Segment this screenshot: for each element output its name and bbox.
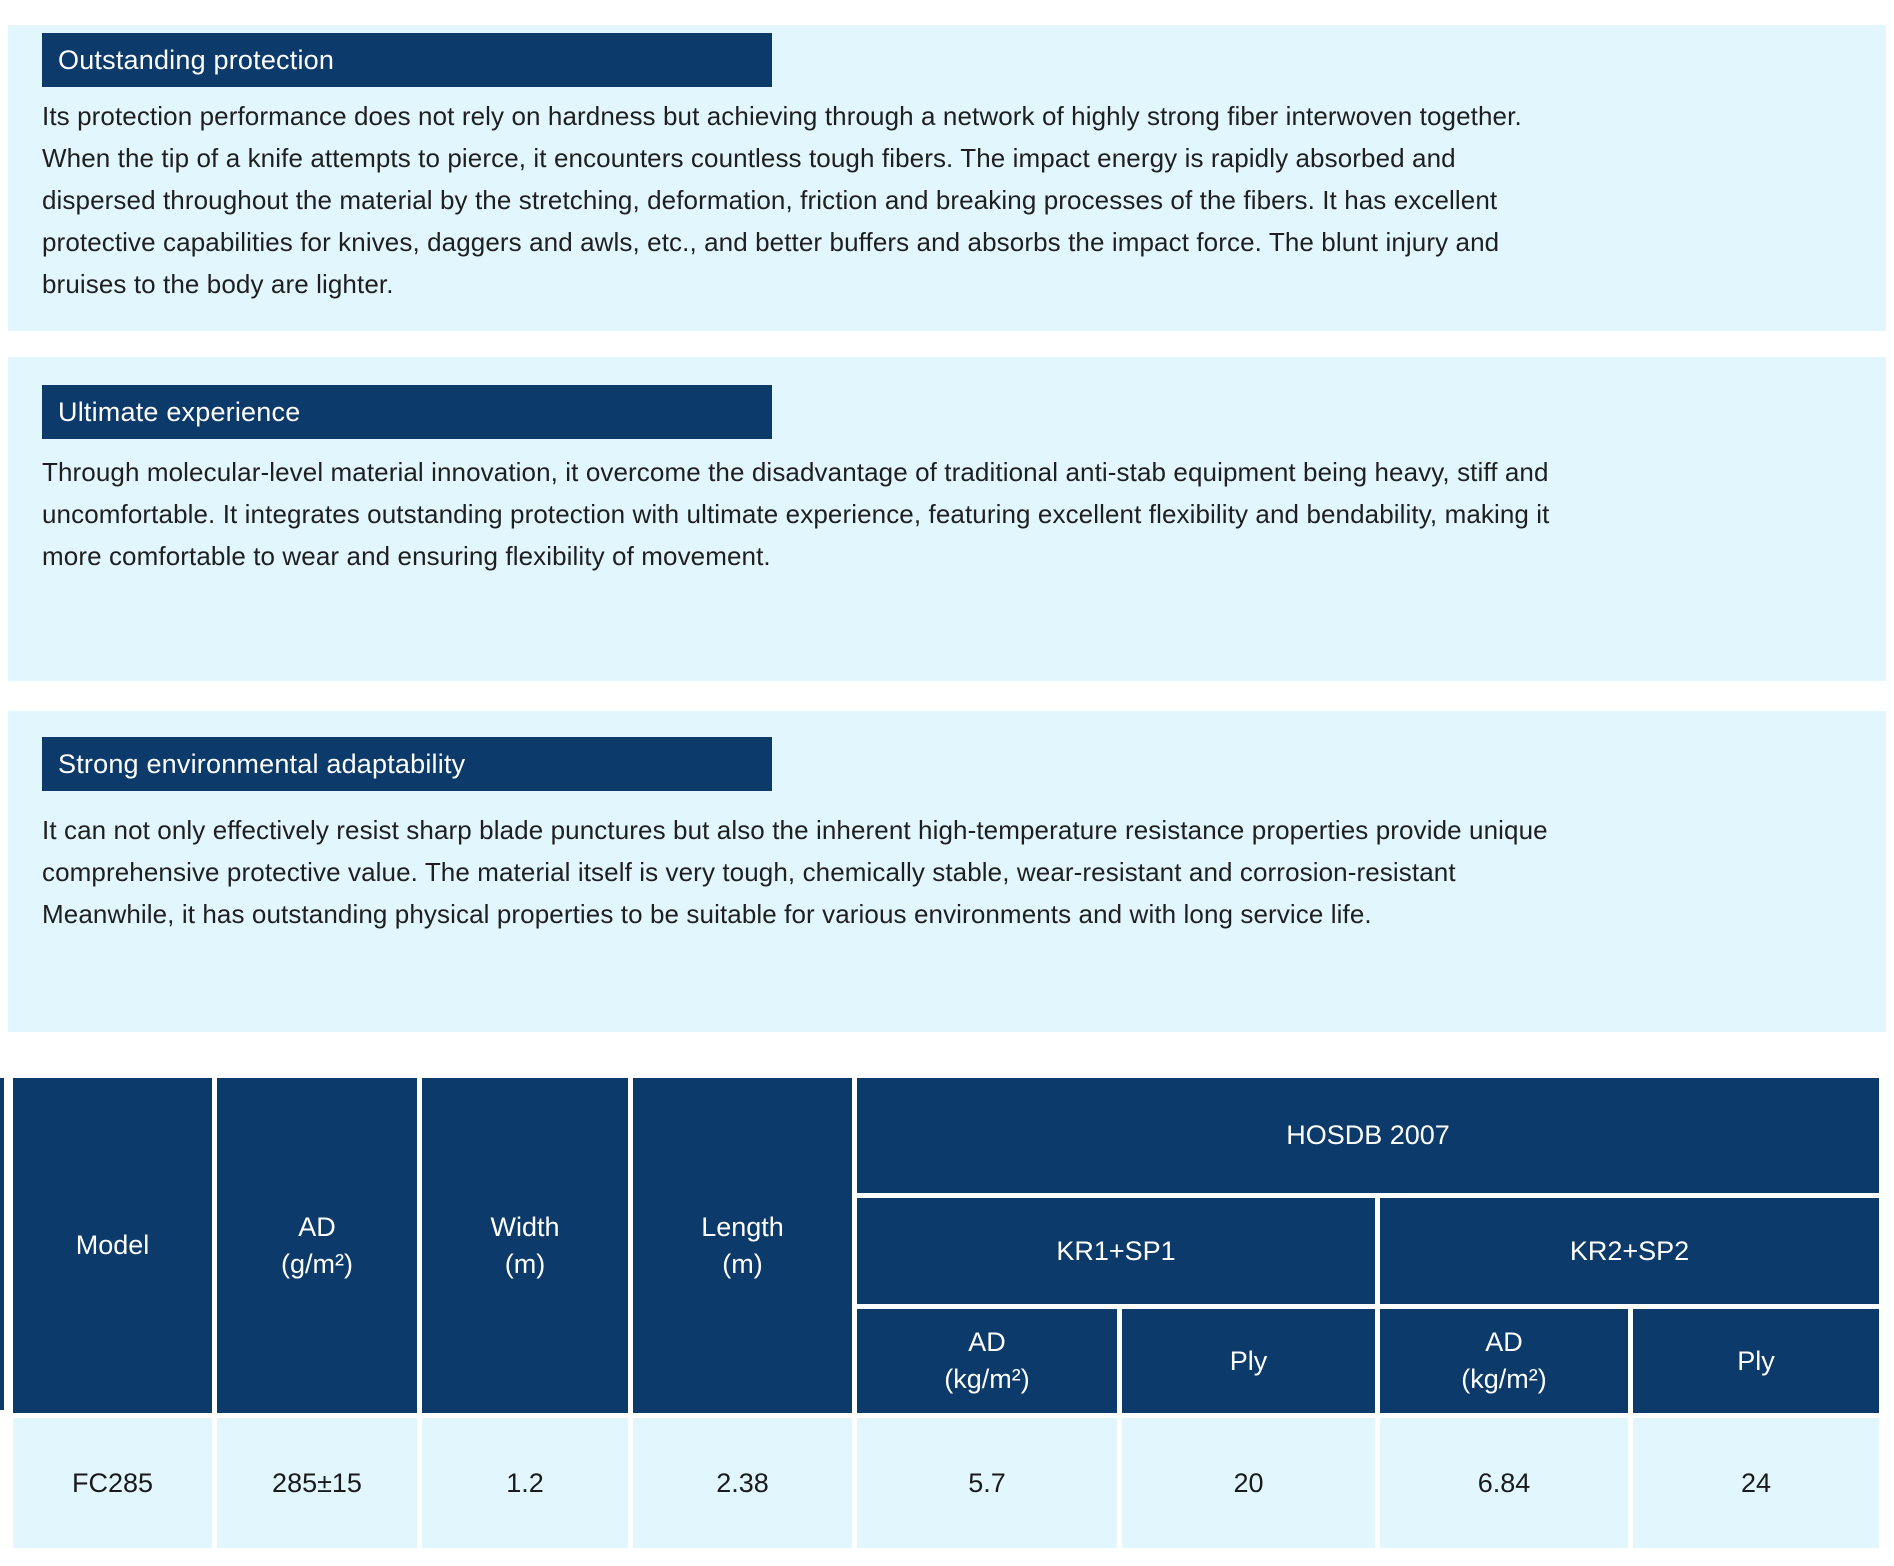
header-label: AD bbox=[1485, 1327, 1523, 1357]
cell-kr1-ad-value: 5.7 bbox=[857, 1418, 1117, 1548]
header-label: KR1+SP1 bbox=[1056, 1235, 1176, 1266]
header-ad-g bbox=[217, 1078, 417, 1413]
cell-kr2-ad-value: 6.84 bbox=[1380, 1418, 1628, 1548]
header-kr2-ply bbox=[1633, 1309, 1879, 1413]
header-label: AD bbox=[968, 1327, 1006, 1357]
header-unit: (kg/m²) bbox=[944, 1364, 1030, 1394]
header-label: Ply bbox=[1737, 1345, 1775, 1376]
header-label: Ply bbox=[1229, 1345, 1268, 1376]
section-title-bar bbox=[42, 737, 772, 791]
header-label: HOSDB 2007 bbox=[1286, 1120, 1450, 1150]
section-title-bar bbox=[42, 33, 772, 87]
header-unit: (m) bbox=[504, 1248, 546, 1279]
header-unit: (kg/m²) bbox=[1461, 1364, 1547, 1394]
section-body-text: Through molecular-level material innovation, it overcome the disadvantage of traditional anti-stab equipment being heavy, stiff and uncomfortable. It integrates outstanding protection with ultimate experience, featuring excellent flexibility and bendability, making it more comfortable to wear and ensuring flexibility of movement. bbox=[42, 457, 1550, 571]
section-title: Ultimate experience bbox=[58, 396, 301, 427]
section-body-text: Its protection performance does not rely on hardness but achieving through a network of highly strong fiber interwoven together. When the tip of a knife attempts to pierce, it encounters countless tough fibers. The impact energy is rapidly absorbed and dispersed throughout the material by the stretching, deformation, friction and breaking processes of the fibers. It has excellent protective capabilities for knives, daggers and awls, etc., and better buffers and absorbs the impact force. The blunt injury and bruises to the body are lighter. bbox=[42, 101, 1522, 299]
cell-model-value: FC285 bbox=[13, 1418, 212, 1548]
header-hosdb-2007 bbox=[857, 1078, 1879, 1193]
header-unit: (m) bbox=[722, 1248, 763, 1279]
cell-ad-g-value: 285±15 bbox=[217, 1418, 417, 1548]
header-kr2-ad-kg bbox=[1380, 1309, 1628, 1413]
cell-kr1-ply-value: 20 bbox=[1122, 1418, 1375, 1548]
cell-length-value: 2.38 bbox=[633, 1418, 852, 1548]
section-title: Outstanding protection bbox=[58, 44, 335, 75]
section-ultimate-experience bbox=[8, 357, 1886, 681]
section-body-text: It can not only effectively resist sharp blade punctures but also the inherent high-temperature resistance properties provide unique comprehensive protective value. The material itself is very tough, chemically stable, wear-resistant and corrosion-resistant Meanwhile, it has outstanding physical properties to be suitable for various environments and with long service life. bbox=[42, 815, 1548, 929]
header-unit: (g/m²) bbox=[281, 1248, 353, 1279]
header-width bbox=[422, 1078, 628, 1413]
cell-width-value: 1.2 bbox=[422, 1418, 628, 1548]
header-label: Length bbox=[701, 1211, 784, 1242]
header-kr1-sp1 bbox=[857, 1198, 1375, 1304]
cell-kr2-ply-value: 24 bbox=[1633, 1418, 1879, 1548]
header-length bbox=[633, 1078, 852, 1413]
spec-table bbox=[13, 1078, 1879, 1548]
header-kr1-ply bbox=[1122, 1309, 1375, 1413]
section-outstanding-protection bbox=[8, 25, 1886, 331]
header-label: KR2+SP2 bbox=[1569, 1235, 1690, 1266]
header-label: AD bbox=[298, 1211, 336, 1242]
table-left-border bbox=[0, 1078, 4, 1410]
section-title: Strong environmental adaptability bbox=[58, 748, 466, 779]
section-strong-environmental-adaptability bbox=[8, 711, 1886, 1032]
header-model bbox=[13, 1078, 212, 1413]
header-label: Model bbox=[75, 1230, 150, 1260]
header-kr1-ad-kg bbox=[857, 1309, 1117, 1413]
section-title-bar bbox=[42, 385, 772, 439]
header-label: Width bbox=[490, 1211, 560, 1242]
header-kr2-sp2 bbox=[1380, 1198, 1879, 1304]
